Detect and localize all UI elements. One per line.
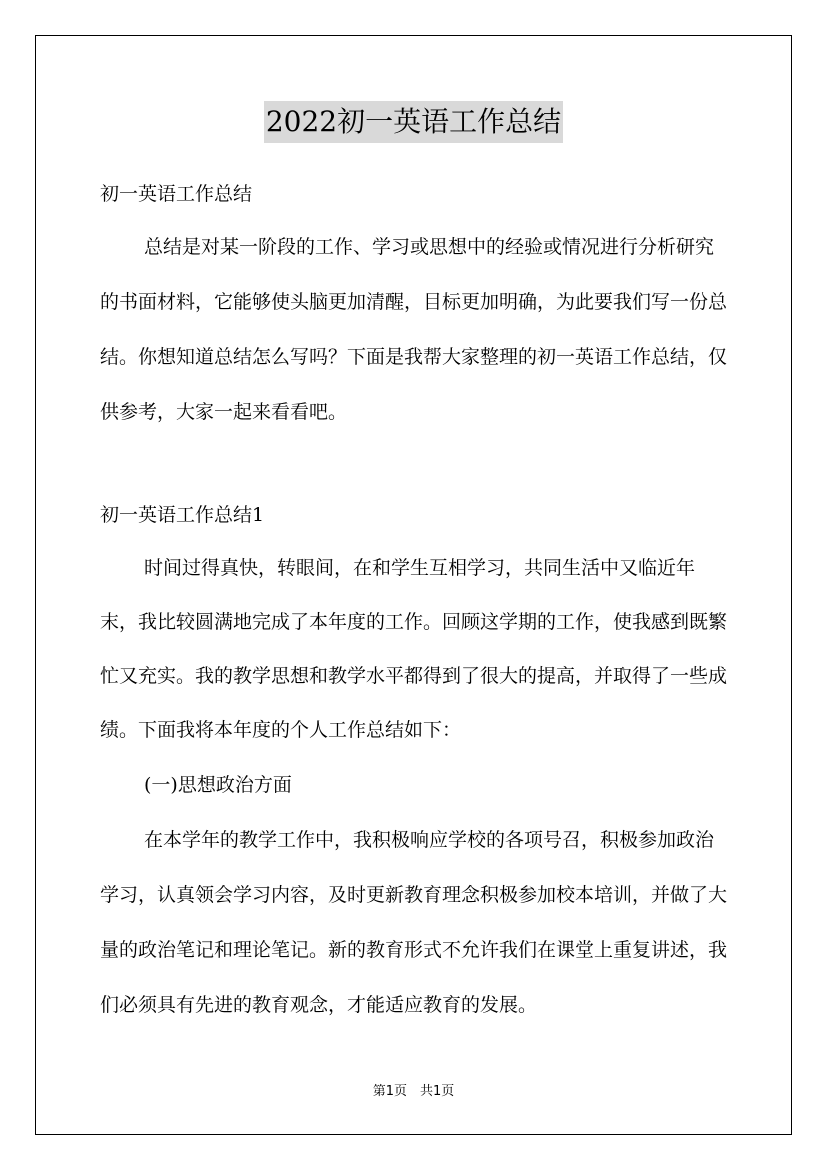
subsection-paragraph: 在本学年的教学工作中，我积极响应学校的各项号召，积极参加政治学习，认真领会学习内容，及时更新教育理念积极参加校本培训，并做了大量的政治笔记和理论笔记。新的教育形式不允许我们在课堂上重复讲述，我们必须具有先进的教育观念，才能适应教育的发展。 <box>100 829 728 1016</box>
intro-paragraph: 总结是对某一阶段的工作、学习或思想中的经验或情况进行分析研究的书面材料，它能够使头脑更加清醒，目标更加明确，为此要我们写一份总结。你想知道总结怎么写吗？下面是我帮大家整理的初一英语工作总结，仅供参考，大家一起来看看吧。 <box>100 236 728 423</box>
document-body <box>100 168 732 1033</box>
document-title: 2022初一英语工作总结 <box>264 101 563 143</box>
section1-heading: 初一英语工作总结1 <box>100 504 265 526</box>
section1-paragraph: 时间过得真快，转眼间，在和学生互相学习，共同生活中又临近年末，我比较圆满地完成了本年度的工作。回顾这学期的工作，使我感到既繁忙又充实。我的教学思想和教学水平都得到了很大的提高，并取得了一些成绩。下面我将本年度的个人工作总结如下： <box>100 557 728 741</box>
intro-heading: 初一英语工作总结 <box>100 183 253 205</box>
page-number: 第1页 共1页 <box>372 1084 455 1099</box>
paragraph-gap <box>100 440 732 489</box>
title-container <box>0 101 827 143</box>
subsection-heading: (一)思想政治方面 <box>144 774 292 796</box>
page-footer <box>0 1083 827 1101</box>
